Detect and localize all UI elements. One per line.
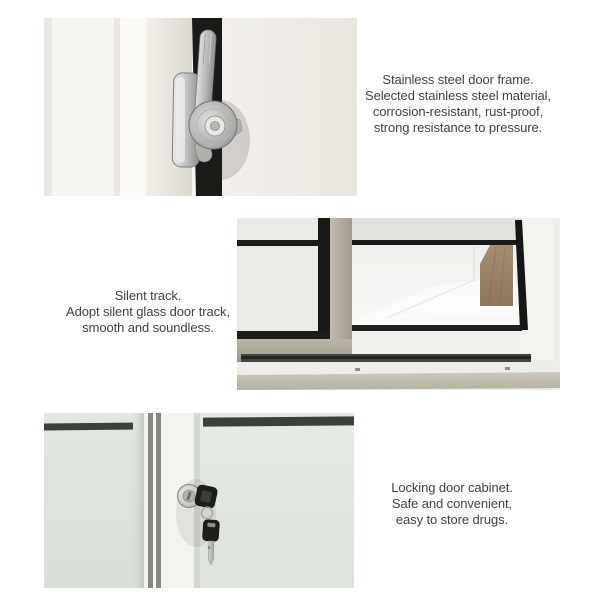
silent-track-caption [38,288,258,336]
track-stop [355,368,360,371]
stile-trim-gap [153,413,156,588]
panel-highlight [120,18,146,196]
caption-line: Locking door cabinet. [391,480,513,495]
door-stile-seal [318,218,330,339]
glass-seal-bottom [342,325,527,331]
locking-cabinet-caption [342,480,562,528]
photo-right-edge [553,218,560,390]
aluminum-stile [330,218,352,340]
silent-track-photo [237,218,560,390]
door-frame-caption [348,72,568,136]
green-stripe-right [203,416,354,426]
track-groove-core [241,356,531,359]
inner-sill [342,331,527,354]
hanging-key-head [202,519,219,541]
caption-line: Stainless steel door frame. [382,72,534,87]
caption-line: strong resistance to pressure. [373,120,543,135]
locking-cabinet-photo [44,413,354,588]
caption-line: smooth and soundless. [82,320,214,335]
panel-left-shade [44,18,52,196]
caption-line: Silent track. [114,288,182,303]
cabinet-base [237,372,560,390]
key-label [207,523,215,528]
green-stripe-left [44,423,133,431]
key-blade-notch [208,546,211,549]
stile-trim-line [148,413,153,588]
left-glass-door [44,413,144,588]
caption-line: Selected stainless steel material, [365,88,551,103]
caption-line: Adopt silent glass door track, [66,304,230,319]
stile-trim-line [156,413,161,588]
caption-line: corrosion-resistant, rust-proof, [372,104,544,119]
caption-line: Safe and convenient, [391,496,513,511]
right-glass-door [194,413,354,588]
track-stop [505,367,510,370]
door-frame-photo [44,18,357,196]
door-glass-seal [237,240,318,246]
hub-bolt [211,122,220,131]
caption-line: easy to store drugs. [395,512,509,527]
plate-highlight [176,77,185,163]
right-frame [522,218,553,360]
left-door-edge-shadow [130,413,144,588]
adjacent-panel [222,18,357,196]
panel-crease [114,18,120,196]
